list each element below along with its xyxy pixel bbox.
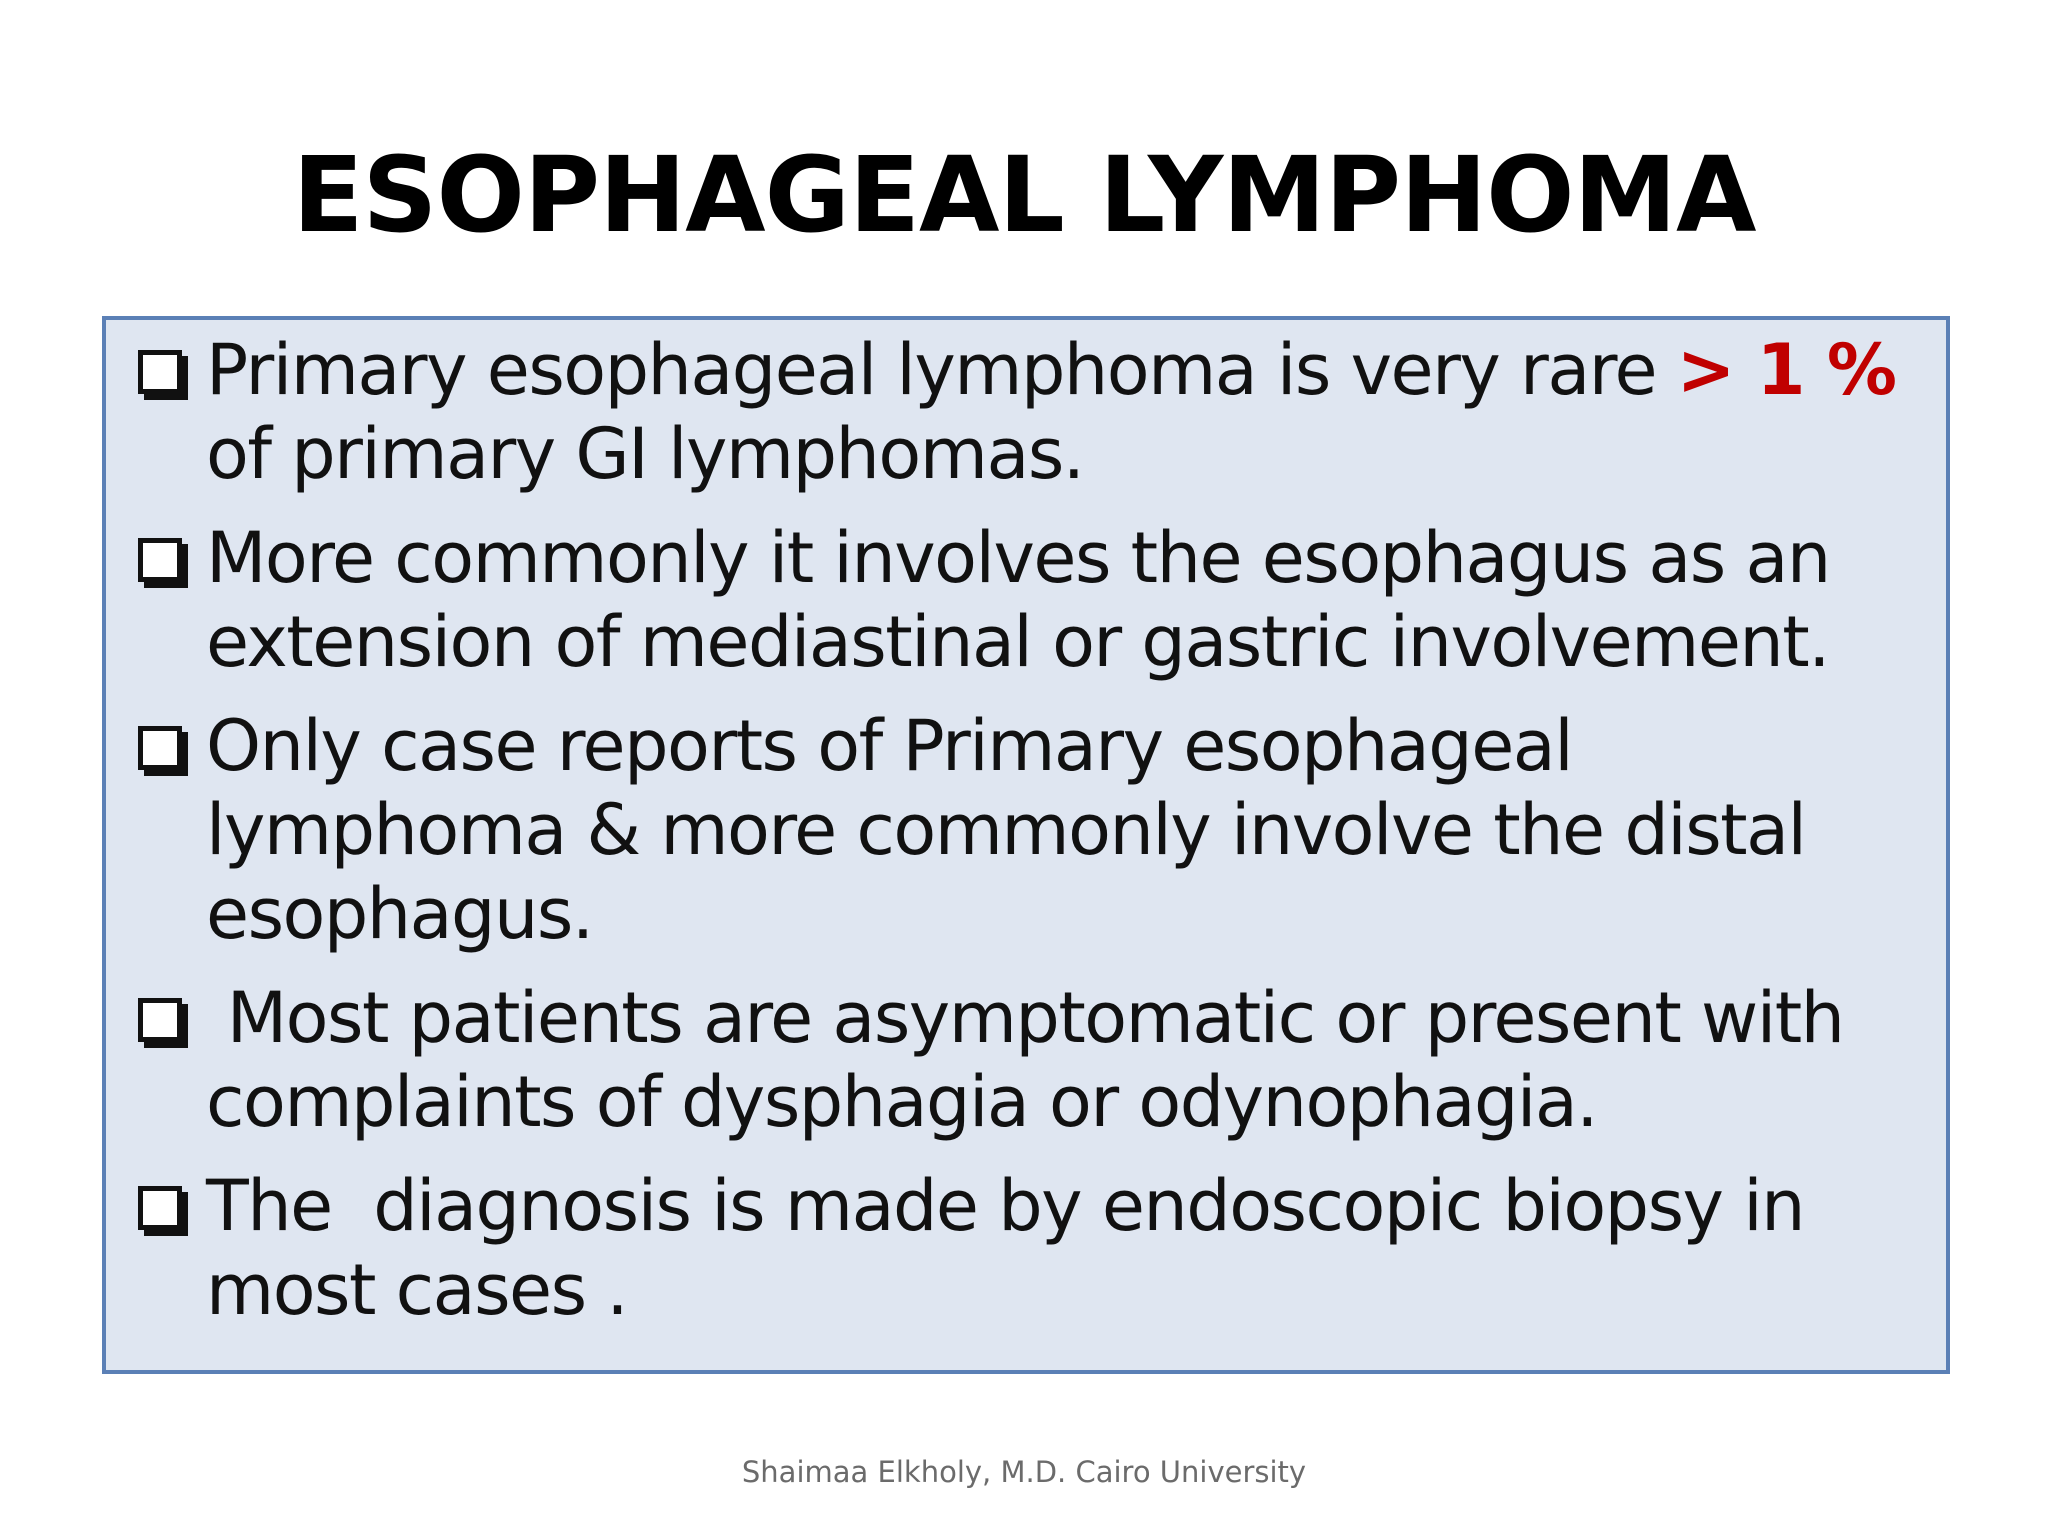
bullet-item-3: [134, 704, 1916, 956]
highlight-percentage: > 1 %: [1676, 329, 1896, 411]
checkbox-square-icon: [138, 538, 182, 582]
bullet-text-continued: of primary GI lymphomas.: [206, 413, 1084, 495]
bullet-item-2: [134, 516, 1916, 684]
bullet-text: More commonly it involves the esophagus as an extension of mediastinal or gastric involvement.: [206, 517, 1830, 683]
bullet-item-5: [134, 1164, 1916, 1332]
bullet-item-1: [134, 328, 1916, 496]
content-box: [102, 316, 1950, 1374]
bullet-item-4: [134, 976, 1916, 1144]
checkbox-square-icon: [138, 1186, 182, 1230]
bullet-text: The diagnosis is made by endoscopic biopsy in most cases .: [206, 1165, 1825, 1331]
checkbox-square-icon: [138, 350, 182, 394]
bullet-text: Most patients are asymptomatic or present with complaints of dysphagia or odynophagia.: [206, 977, 1865, 1143]
slide-footer: Shaimaa Elkholy, M.D. Cairo University: [741, 1455, 1307, 1489]
bullet-text: Primary esophageal lymphoma is very rare: [206, 329, 1677, 411]
checkbox-square-icon: [138, 998, 182, 1042]
bullet-list: [134, 328, 1916, 1332]
bullet-text: Only case reports of Primary esophageal lymphoma & more commonly involve the distal esophagus.: [206, 705, 1806, 955]
slide-title: ESOPHAGEAL LYMPHOMA: [292, 134, 1756, 256]
checkbox-square-icon: [138, 726, 182, 770]
